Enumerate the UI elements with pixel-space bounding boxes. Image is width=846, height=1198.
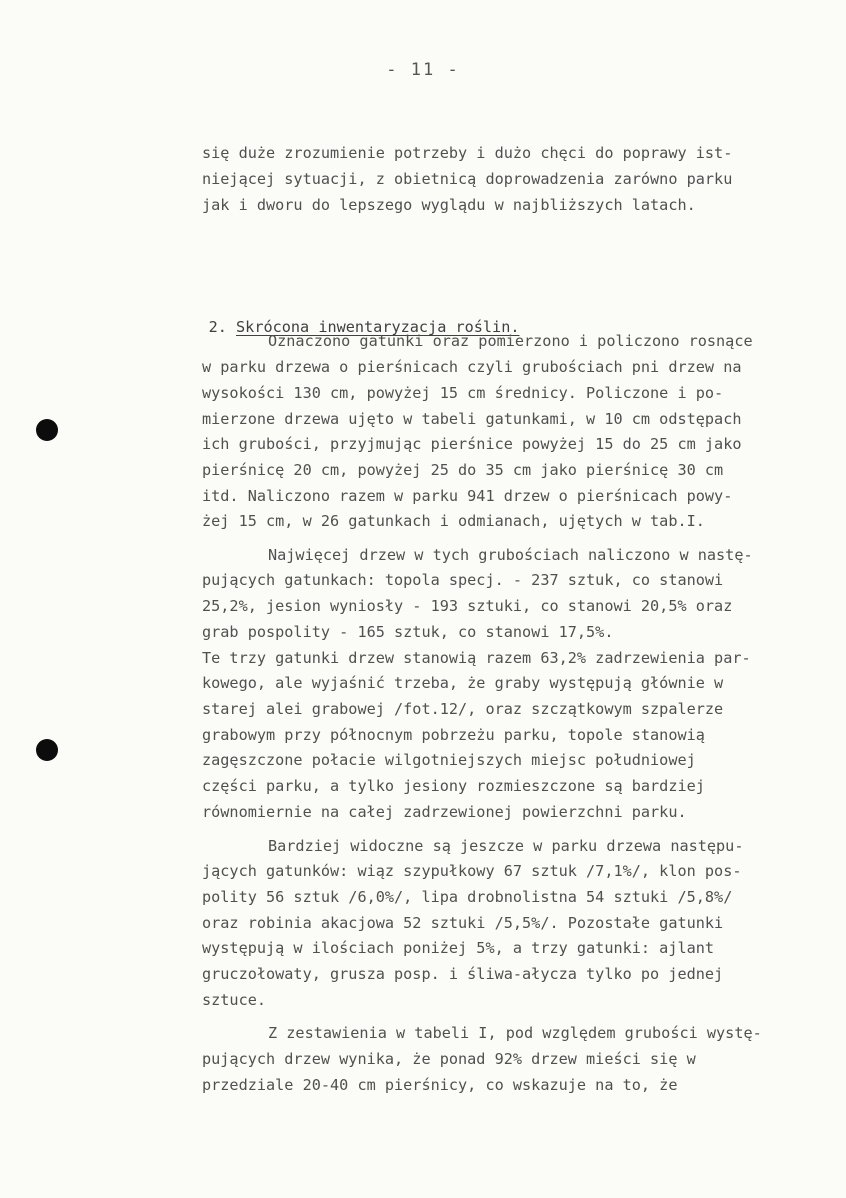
text-line: grab pospolity - 165 sztuk, co stanowi 17,5%. (202, 623, 614, 641)
text-line: starej alei grabowej /fot.12/, oraz szczątkowym szpalerze (202, 700, 724, 718)
text-line: występują w ilościach poniżej 5%, a trzy gatunki: ajlant (202, 939, 715, 957)
text-line: jących gatunków: wiąz szypułkowy 67 sztuk /7,1%/, klon pos- (202, 862, 742, 880)
text-line: oraz robinia akacjowa 52 sztuki /5,5%/. Pozostałe gatunki (202, 914, 724, 932)
text-line: gruczołowaty, grusza posp. i śliwa-ałycza tylko po jednej (202, 965, 724, 983)
text-line: polity 56 sztuk /6,0%/, lipa drobnolistna 54 sztuki /5,8%/ (202, 888, 733, 906)
text-line: pujących gatunkach: topola specj. - 237 sztuk, co stanowi (202, 571, 724, 589)
text-line: sztuce. (202, 991, 267, 1009)
text-line: pujących drzew wynika, że ponad 92% drzew mieści się w (202, 1050, 696, 1068)
text-line: jak i dworu do lepszego wyglądu w najbliższych latach. (202, 196, 696, 214)
punch-hole-top (36, 419, 58, 441)
text-line: grabowym przy północnym pobrzeżu parku, topole stanowią (202, 726, 705, 744)
text-line: żej 15 cm, w 26 gatunkach i odmianach, ujętych w tab.I. (202, 512, 705, 530)
text-line: części parku, a tylko jesiony rozmieszczone są bardziej (202, 777, 705, 795)
text-line: Z zestawienia w tabeli I, pod względem grubości wystę- (268, 1024, 762, 1042)
text-line: w parku drzewa o pierśnicach czyli grubościach pni drzew na (202, 358, 742, 376)
text-line: przedziale 20-40 cm pierśnicy, co wskazuje na to, że (202, 1076, 678, 1094)
text-line: mierzone drzewa ujęto w tabeli gatunkami, w 10 cm odstępach (202, 410, 742, 428)
text-line: 25,2%, jesion wyniosły - 193 sztuki, co stanowi 20,5% oraz (202, 597, 733, 615)
text-line: niejącej sytuacji, z obietnicą doprowadzenia zarówno parku (202, 170, 733, 188)
text-line: ich grubości, przyjmując pierśnice powyżej 15 do 25 cm jako (202, 435, 742, 453)
section-title: Skrócona inwentaryzacja roślin. (236, 318, 520, 336)
text-line: Bardziej widoczne są jeszcze w parku drzewa następu- (268, 837, 744, 855)
text-line: kowego, ale wyjaśnić trzeba, że graby występują głównie w (202, 674, 724, 692)
text-line: równomiernie na całej zadrzewionej powierzchni parku. (202, 803, 687, 821)
page-number: - 11 - (386, 60, 460, 80)
text-line: itd. Naliczono razem w parku 941 drzew o pierśnicach powy- (202, 487, 733, 505)
text-line: wysokości 130 cm, powyżej 15 cm średnicy. Policzone i po- (202, 384, 724, 402)
text-line: się duże zrozumienie potrzeby i dużo chęci do poprawy ist- (202, 144, 733, 162)
section-number: 2. (208, 318, 227, 336)
text-line: Najwięcej drzew w tych grubościach naliczono w nastę- (268, 546, 753, 564)
text-line: Te trzy gatunki drzew stanowią razem 63,2% zadrzewienia par- (202, 649, 751, 667)
text-line: zagęszczone połacie wilgotniejszych miejsc południowej (202, 751, 696, 769)
punch-hole-bottom (36, 739, 58, 761)
text-line: Oznaczono gatunki oraz pomierzono i policzono rosnące (268, 332, 753, 350)
text-line: pierśnicę 20 cm, powyżej 25 do 35 cm jako pierśnicę 30 cm (202, 461, 724, 479)
